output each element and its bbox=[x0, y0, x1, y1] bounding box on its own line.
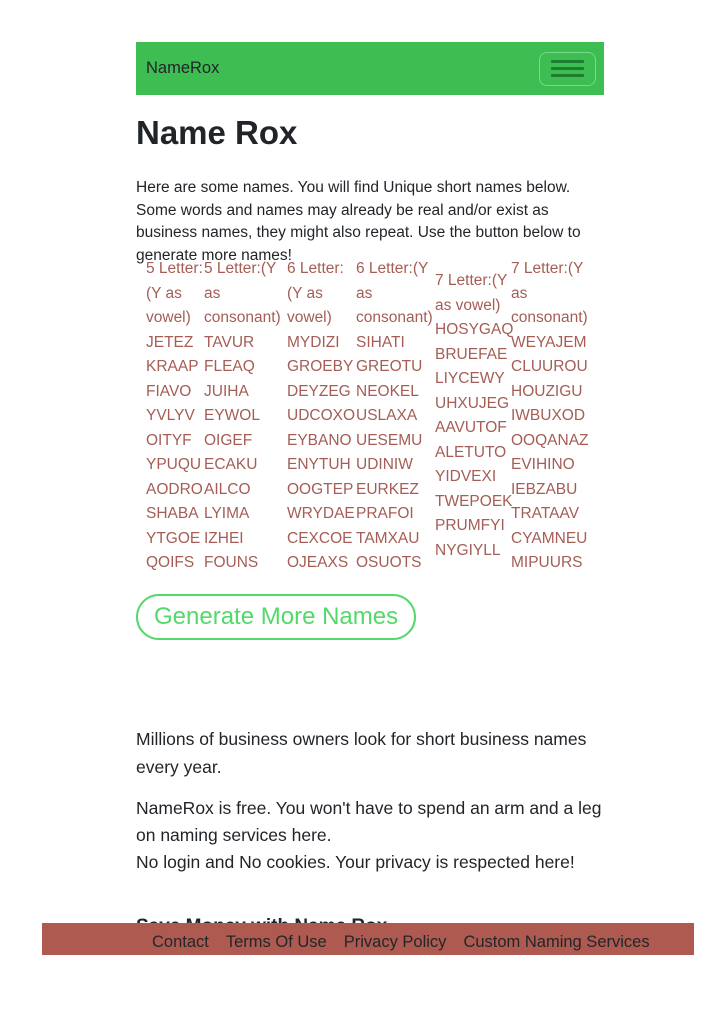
name-cell: UDINIW bbox=[356, 456, 413, 473]
name-cell: YIDVEXI bbox=[435, 468, 497, 486]
names-table bbox=[146, 257, 604, 576]
name-cell: FIAVO bbox=[146, 382, 192, 400]
name-cell: UESEMU bbox=[356, 431, 423, 449]
name-cell: CEXCOE bbox=[287, 529, 353, 547]
name-cell: WEYAJEM bbox=[511, 333, 587, 351]
column-header-line: as vowel) bbox=[435, 296, 501, 314]
menu-toggle-button[interactable] bbox=[539, 52, 596, 86]
column-header-line: consonant) bbox=[511, 309, 588, 326]
name-cell: EYWOL bbox=[204, 407, 260, 424]
name-cell: YPUQU bbox=[146, 456, 202, 473]
names-column bbox=[356, 257, 435, 576]
column-header-line: 6 Letter:(Y bbox=[356, 260, 429, 277]
name-cell: FLEAQ bbox=[204, 358, 255, 375]
name-cell: CLUUROU bbox=[511, 358, 588, 375]
brand-link[interactable]: NameRox bbox=[146, 59, 220, 77]
names-column bbox=[511, 257, 604, 576]
name-cell: IEBZABU bbox=[511, 480, 578, 498]
column-header bbox=[511, 257, 604, 331]
hamburger-bar bbox=[551, 74, 584, 77]
column-header-line: as bbox=[511, 284, 528, 302]
footer-link-custom-naming-services[interactable]: Custom Naming Services bbox=[463, 933, 650, 951]
column-header-line: 7 Letter:(Y bbox=[511, 260, 584, 277]
column-header-line: vowel) bbox=[287, 309, 332, 326]
column-header bbox=[356, 257, 435, 331]
name-cell: IZHEI bbox=[204, 529, 244, 547]
name-cell: TWEPOEK bbox=[435, 492, 513, 510]
name-cell: ENYTUH bbox=[287, 456, 351, 473]
name-cell: KRAAP bbox=[146, 358, 199, 375]
page-title: Name Rox bbox=[136, 114, 298, 151]
column-header-line: (Y as bbox=[287, 284, 323, 302]
name-cell: OIGEF bbox=[204, 431, 253, 449]
name-cell: OOQANAZ bbox=[511, 431, 589, 449]
names-column bbox=[146, 257, 204, 576]
navbar bbox=[136, 42, 604, 95]
name-cell: AILCO bbox=[204, 480, 251, 498]
name-cell: PRUMFYI bbox=[435, 517, 505, 535]
name-cell: YTGOE bbox=[146, 529, 201, 547]
column-header-line: 5 Letter: bbox=[146, 260, 203, 277]
name-cell: YVLYV bbox=[146, 407, 195, 424]
name-cell: USLAXA bbox=[356, 407, 418, 424]
column-header-line: as bbox=[204, 284, 221, 302]
name-cell: CYAMNEU bbox=[511, 529, 588, 547]
footer-link-contact[interactable]: Contact bbox=[152, 933, 209, 951]
name-cell: AODRO bbox=[146, 480, 203, 498]
name-cell: OITYF bbox=[146, 431, 192, 449]
name-cell: PRAFOI bbox=[356, 505, 414, 522]
column-header bbox=[204, 257, 287, 331]
column-header bbox=[287, 257, 356, 331]
names-column bbox=[287, 257, 356, 576]
column-header-line: (Y as bbox=[146, 284, 182, 302]
name-cell: OJEAXS bbox=[287, 554, 349, 571]
name-cell: DEYZEG bbox=[287, 382, 351, 400]
name-cell: NYGIYLL bbox=[435, 541, 501, 559]
privacy-text-line: No login and No cookies. Your privacy is respected here! bbox=[136, 852, 575, 872]
name-cell: GREOTU bbox=[356, 358, 423, 375]
name-cell: UDCOXO bbox=[287, 407, 356, 424]
column-header bbox=[146, 257, 204, 331]
column-header-line: 7 Letter:(Y bbox=[435, 272, 508, 290]
hamburger-bar bbox=[551, 67, 584, 70]
footer bbox=[42, 923, 694, 955]
name-cell: NEOKEL bbox=[356, 382, 419, 400]
name-cell: EYBANO bbox=[287, 431, 352, 449]
name-cell: SHABA bbox=[146, 505, 199, 522]
name-cell: AAVUTOF bbox=[435, 419, 507, 437]
column-header-line: vowel) bbox=[146, 309, 191, 326]
name-cell: OOGTEP bbox=[287, 480, 354, 498]
column-header-line: consonant) bbox=[356, 309, 433, 326]
name-cell: HOUZIGU bbox=[511, 382, 583, 400]
name-cell: FOUNS bbox=[204, 554, 259, 571]
name-cell: QOIFS bbox=[146, 554, 195, 571]
name-cell: EVIHINO bbox=[511, 456, 575, 473]
free-text-line: NameRox is free. You won't have to spend an arm and a leg on naming services here. bbox=[136, 798, 602, 845]
name-cell: LYIMA bbox=[204, 505, 250, 522]
names-column bbox=[435, 269, 514, 563]
name-cell: IWBUXOD bbox=[511, 407, 586, 424]
names-column bbox=[204, 257, 287, 576]
name-cell: LIYCEWY bbox=[435, 370, 505, 388]
name-cell: TAMXAU bbox=[356, 529, 420, 547]
name-cell: WRYDAE bbox=[287, 505, 355, 522]
column-header bbox=[435, 269, 511, 318]
name-cell: TAVUR bbox=[204, 333, 255, 351]
name-cell: BRUEFAE bbox=[435, 345, 508, 363]
generate-more-names-button[interactable]: Generate More Names bbox=[136, 594, 416, 640]
hamburger-bar bbox=[551, 60, 584, 63]
name-cell: ALETUTO bbox=[435, 443, 507, 461]
intro-paragraph: Here are some names. You will find Unique short names below. Some words and names may already be real and/or exist as business names, they might also repeat. Use the button below to generate more names! bbox=[136, 179, 581, 264]
name-cell: MYDIZI bbox=[287, 333, 340, 351]
name-cell: JETEZ bbox=[146, 333, 194, 351]
name-cell: TRATAAV bbox=[511, 505, 580, 522]
column-header-line: consonant) bbox=[204, 309, 281, 326]
name-cell: GROEBY bbox=[287, 358, 354, 375]
footer-link-privacy-policy[interactable]: Privacy Policy bbox=[343, 933, 447, 951]
footer-link-terms-of-use[interactable]: Terms Of Use bbox=[225, 933, 327, 951]
column-header-line: as bbox=[356, 284, 373, 302]
column-header-line: 6 Letter: bbox=[287, 260, 344, 277]
name-cell: HOSYGAQ bbox=[435, 321, 514, 339]
footer-links bbox=[152, 933, 650, 952]
millions-paragraph: Millions of business owners look for short business names every year. bbox=[136, 729, 587, 777]
column-header-line: 5 Letter:(Y bbox=[204, 260, 277, 277]
free-paragraph bbox=[136, 795, 604, 876]
name-cell: JUIHA bbox=[204, 382, 249, 400]
name-cell: MIPUURS bbox=[511, 554, 583, 571]
name-cell: SIHATI bbox=[356, 333, 405, 351]
name-cell: ECAKU bbox=[204, 456, 258, 473]
name-cell: UHXUJEG bbox=[435, 394, 510, 412]
name-cell: EURKEZ bbox=[356, 480, 419, 498]
name-cell: OSUOTS bbox=[356, 554, 422, 571]
